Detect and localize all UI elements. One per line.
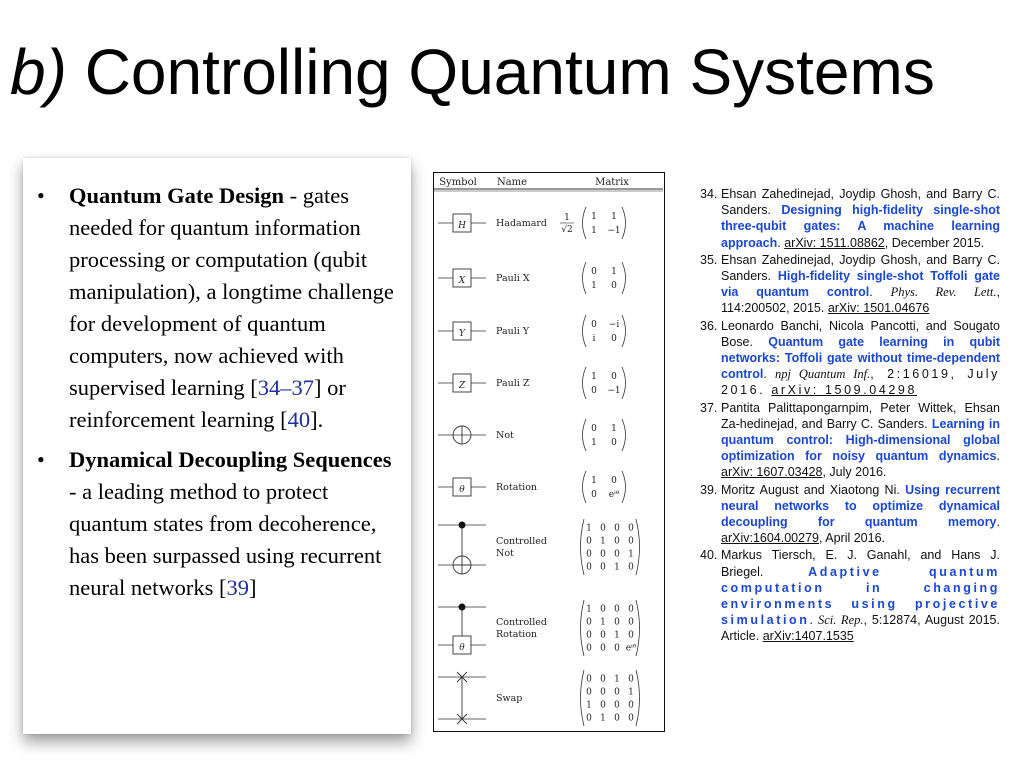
gate-name: Not (496, 548, 514, 559)
reference-tail: , July 2016. (822, 465, 887, 480)
bullet-text: - gates needed for quantum information processing or computation (qubit manipulation), a longtime challenge for development of quantum computers, now achieved with supervised learning [ (69, 183, 394, 400)
gate-name: Pauli X (496, 273, 530, 284)
matrix-paren-right (636, 519, 640, 575)
reference-journal: Sci. Rep. (817, 613, 864, 628)
matrix-entry: 0 (628, 617, 634, 628)
matrix-entry: 0 (614, 643, 620, 654)
matrix-entry: 1 (591, 281, 597, 292)
reference-item: 39. Moritz August and Xiaotong Ni. Using recurrent neural networks to optimize dynamical decoupling for quantum memory. arXiv:1604.00279, April 2016. (700, 482, 1000, 546)
matrix-entry: 1 (591, 438, 597, 449)
matrix-paren-left (583, 367, 587, 399)
arxiv-link[interactable]: arXiv: 1607.03428 (721, 465, 823, 480)
reference-title[interactable]: High-fidelity single-shot Toffoli gate via quantum control (721, 269, 1000, 300)
matrix-entry: 0 (614, 617, 620, 628)
reference-title[interactable]: Adaptive quantum computation in changing environments using projective simulation (721, 564, 1000, 628)
matrix-entry: 0 (628, 536, 634, 547)
slide-title (10, 32, 1020, 112)
matrix-entry: 1 (600, 713, 606, 724)
arxiv-link[interactable]: arXiv:1407.1535 (762, 629, 854, 644)
table-header-symbol: Symbol (439, 177, 477, 188)
matrix-entry: 0 (600, 674, 606, 685)
matrix-entry: 1 (611, 212, 617, 223)
reference-authors: Markus Tiersch, E. J. Ganahl, and Hans J. Briegel. (721, 548, 1000, 579)
gate-name: Pauli Y (496, 326, 530, 337)
matrix-entry: 1 (586, 700, 592, 711)
matrix-entry: 0 (600, 687, 606, 698)
matrix-entry: 0 (628, 523, 634, 534)
matrix-entry: 0 (611, 476, 617, 487)
matrix-paren-right (636, 670, 640, 726)
reference-title[interactable]: Using recurrent neural networks to optimize dynamical decoupling for quantum memory (721, 482, 1000, 530)
matrix-entry: 0 (586, 713, 592, 724)
gate-name: Hadamard (496, 218, 547, 229)
matrix-entry: 0 (614, 713, 620, 724)
bullet-heading: Quantum Gate Design (69, 183, 285, 208)
matrix-entry: 0 (611, 438, 617, 449)
matrix-entry: eⁱᶿ (625, 643, 637, 654)
bullet-heading: Dynamical Decoupling Sequences (69, 447, 392, 472)
matrix-entry: 0 (586, 617, 592, 628)
citation-link[interactable]: 39 (226, 575, 249, 600)
matrix-entry: 0 (600, 604, 606, 615)
rotation-symbol: θ (459, 485, 465, 495)
matrix-entry: 0 (600, 549, 606, 560)
reference-item: 36. Leonardo Banchi, Nicola Pancotti, and Sougato Bose. Quantum gate learning in qubit networks: Toffoli gate without time-dependent control. npj Quantum Inf., 2:16019, July 2016. arXiv: 1509.04298 (700, 318, 1000, 398)
matrix-entry: 0 (611, 334, 617, 345)
gate-symbol-x: X (458, 276, 466, 286)
reference-authors: Pantita Palittapongarnpim, Peter Wittek, Ehsan Za-hedinejad, and Barry C. Sanders. (721, 400, 1000, 431)
matrix-paren-left (581, 670, 585, 726)
matrix-entry: 0 (614, 549, 620, 560)
matrix-entry: i (592, 334, 596, 345)
citation-link[interactable]: 40 (287, 407, 311, 432)
gate-symbol-h: H (458, 221, 466, 231)
matrix-entry: 1 (611, 424, 617, 435)
gate-name: Rotation (496, 482, 538, 493)
control-dot (459, 604, 466, 611)
matrix-entry: 1 (591, 212, 597, 223)
reference-journal: Phys. Rev. Lett. (890, 285, 997, 300)
matrix-entry: 1 (611, 267, 617, 278)
gate-name: Not (496, 430, 514, 441)
matrix-paren-left (581, 519, 585, 575)
matrix-entry: 0 (614, 523, 620, 534)
bullet-dynamical-decoupling (23, 444, 411, 604)
matrix-entry: 0 (591, 320, 597, 331)
gate-symbol-z: Z (458, 381, 466, 391)
reference-list (700, 186, 1000, 646)
bullet-card (23, 158, 411, 734)
gate-name: Swap (496, 693, 523, 704)
matrix-entry: −i (608, 320, 620, 331)
reference-item: 35. Ehsan Zahedinejad, Joydip Ghosh, and Barry C. Sanders. High-fidelity single-shot Toffoli gate via quantum control. Phys. Rev. Lett., 114:200502, 2015. arXiv: 1501.04676 (700, 252, 1001, 316)
matrix-paren-right (622, 419, 626, 451)
arxiv-link[interactable]: arXiv:1604.00279 (721, 531, 819, 546)
matrix-entry: 0 (611, 372, 617, 383)
reference-journal: npj Quantum Inf. (775, 367, 871, 382)
reference-rest: , 2:16019, July 2016. (721, 367, 1000, 398)
bullet-text: ] or reinforcement learning [ (69, 375, 346, 432)
matrix-entry: 1 (614, 630, 620, 641)
reference-authors: Ehsan Zahedinejad, Joydip Ghosh, and Barry C. Sanders. (721, 252, 1000, 284)
gate-name: Controlled (496, 617, 547, 628)
matrix-entry: 0 (628, 604, 634, 615)
matrix-paren-right (622, 262, 626, 294)
title-main: Controlling Quantum Systems (84, 36, 935, 108)
matrix-entry: 0 (614, 700, 620, 711)
title-prefix: b) (10, 36, 67, 108)
matrix-entry: 1 (614, 674, 620, 685)
matrix-entry: 1 (628, 549, 634, 560)
gate-name: Controlled (496, 536, 547, 547)
matrix-entry: 0 (586, 562, 592, 573)
matrix-entry: eⁱᶿ (608, 490, 620, 501)
matrix-entry: −1 (607, 226, 621, 237)
bullet-text: ]. (310, 407, 324, 432)
matrix-entry: 0 (628, 630, 634, 641)
matrix-prefactor: 1 (564, 213, 570, 223)
matrix-entry: 1 (614, 562, 620, 573)
matrix-paren-right (622, 471, 626, 503)
reference-item: 34. Ehsan Zahedinejad, Joydip Ghosh, and Barry C. Sanders. Designing high-fidelity single-shot three-qubit gates: A machine learning approach. arXiv: 1511.08862, December 2015. (700, 187, 1000, 250)
reference-number: 34. (700, 187, 718, 201)
bullet-dot-icon: • (37, 447, 45, 472)
matrix-entry: 1 (586, 523, 592, 534)
arxiv-link[interactable]: arXiv: 1511.08862 (784, 235, 885, 250)
matrix-entry: 0 (628, 700, 634, 711)
reference-number: 40. (700, 548, 718, 563)
matrix-paren-left (583, 262, 587, 294)
reference-authors: Ehsan Zahedinejad, Joydip Ghosh, and Barry C. Sanders. (721, 187, 1000, 218)
reference-title[interactable]: Quantum gate learning in qubit networks: Toffoli gate without time-dependent control (721, 334, 1000, 382)
arxiv-link[interactable]: arXiv: 1509.04298 (771, 383, 918, 398)
matrix-entry: 0 (614, 687, 620, 698)
rotation-symbol: θ (459, 643, 465, 653)
matrix-paren-right (622, 367, 626, 399)
table-header-name: Name (496, 177, 528, 188)
matrix-entry: 1 (628, 687, 634, 698)
matrix-paren-left (583, 315, 587, 347)
matrix-entry: 1 (600, 617, 606, 628)
control-dot (459, 522, 466, 529)
gate-table-graphic (434, 173, 663, 730)
matrix-entry: 0 (600, 630, 606, 641)
matrix-entry: 0 (628, 674, 634, 685)
gate-name: Pauli Z (496, 378, 530, 389)
matrix-entry: 0 (600, 523, 606, 534)
bullet-quantum-gate-design (23, 180, 411, 436)
matrix-entry: 0 (611, 281, 617, 292)
reference-tail: , April 2016. (819, 531, 886, 546)
matrix-paren-right (622, 207, 626, 239)
matrix-entry: 0 (591, 490, 597, 501)
matrix-paren-left (583, 207, 587, 239)
matrix-paren-left (583, 419, 587, 451)
citation-link[interactable]: 34–37 (257, 375, 314, 400)
matrix-paren-left (581, 600, 585, 656)
matrix-paren-right (636, 600, 640, 656)
matrix-entry: 0 (628, 713, 634, 724)
matrix-entry: 0 (614, 536, 620, 547)
matrix-entry: 0 (586, 549, 592, 560)
matrix-entry: 0 (591, 386, 597, 397)
matrix-paren-left (583, 471, 587, 503)
matrix-entry: 0 (586, 536, 592, 547)
reference-title[interactable]: Learning in quantum control: High-dimensional global optimization for noisy quantum dynamics (721, 416, 1000, 464)
reference-tail: , December 2015. (884, 235, 985, 250)
reference-authors: Moritz August and Xiaotong Ni. (721, 482, 900, 497)
matrix-prefactor: √2 (561, 225, 573, 235)
matrix-entry: 1 (591, 476, 597, 487)
matrix-entry: 1 (600, 536, 606, 547)
matrix-entry: 0 (586, 643, 592, 654)
matrix-entry: 0 (586, 687, 592, 698)
matrix-entry: −1 (607, 386, 621, 397)
matrix-entry: 0 (586, 674, 592, 685)
matrix-entry: 0 (600, 562, 606, 573)
matrix-entry: 1 (591, 226, 597, 237)
matrix-entry: 0 (600, 700, 606, 711)
matrix-entry: 0 (591, 424, 597, 435)
matrix-paren-right (622, 315, 626, 347)
arxiv-link[interactable]: arXiv: 1501.04676 (827, 301, 930, 316)
matrix-entry: 1 (591, 372, 597, 383)
reference-number: 35. (700, 252, 718, 267)
reference-number: 39. (700, 482, 718, 497)
gate-name: Rotation (496, 629, 538, 640)
matrix-entry: 0 (591, 267, 597, 278)
bullet-text: ] (248, 575, 257, 600)
bullet-list (23, 180, 411, 612)
matrix-entry: 0 (600, 643, 606, 654)
reference-title[interactable]: Designing high-fidelity single-shot three-qubit gates: A machine learning approach (721, 203, 1000, 250)
reference-item: 40. Markus Tiersch, E. J. Ganahl, and Hans J. Briegel. Adaptive quantum computation in changing environments using projective simulation. Sci. Rep., 5:12874, August 2015. Article. arXiv:1407.1535 (700, 548, 1000, 644)
matrix-entry: 0 (614, 604, 620, 615)
reference-authors: Leonardo Banchi, Nicola Pancotti, and Sougato Bose. (721, 318, 1000, 349)
reference-rest: , 5:12874, August 2015. Article. (721, 613, 1000, 644)
matrix-entry: 0 (586, 630, 592, 641)
reference-item: 37. Pantita Palittapongarnpim, Peter Wittek, Ehsan Za-hedinejad, and Barry C. Sanders. Learning in quantum control: High-dimensional global optimization for noisy quantum dynamics. arXiv: 1607.03428, July 2016. (700, 400, 1000, 480)
bullet-dot-icon: • (37, 183, 45, 208)
reference-number: 37. (700, 400, 718, 415)
bullet-text: - a leading method to protect quantum states from decoherence, has been surpassed using recurrent neural networks [ (69, 479, 382, 600)
matrix-entry: 0 (628, 562, 634, 573)
matrix-entry: 1 (586, 604, 592, 615)
reference-rest: , 114:200502, 2015. (721, 285, 1001, 316)
table-header-matrix: Matrix (595, 177, 629, 188)
gate-symbol-y: Y (459, 329, 465, 339)
gate-table (433, 172, 665, 732)
reference-number: 36. (700, 318, 718, 333)
